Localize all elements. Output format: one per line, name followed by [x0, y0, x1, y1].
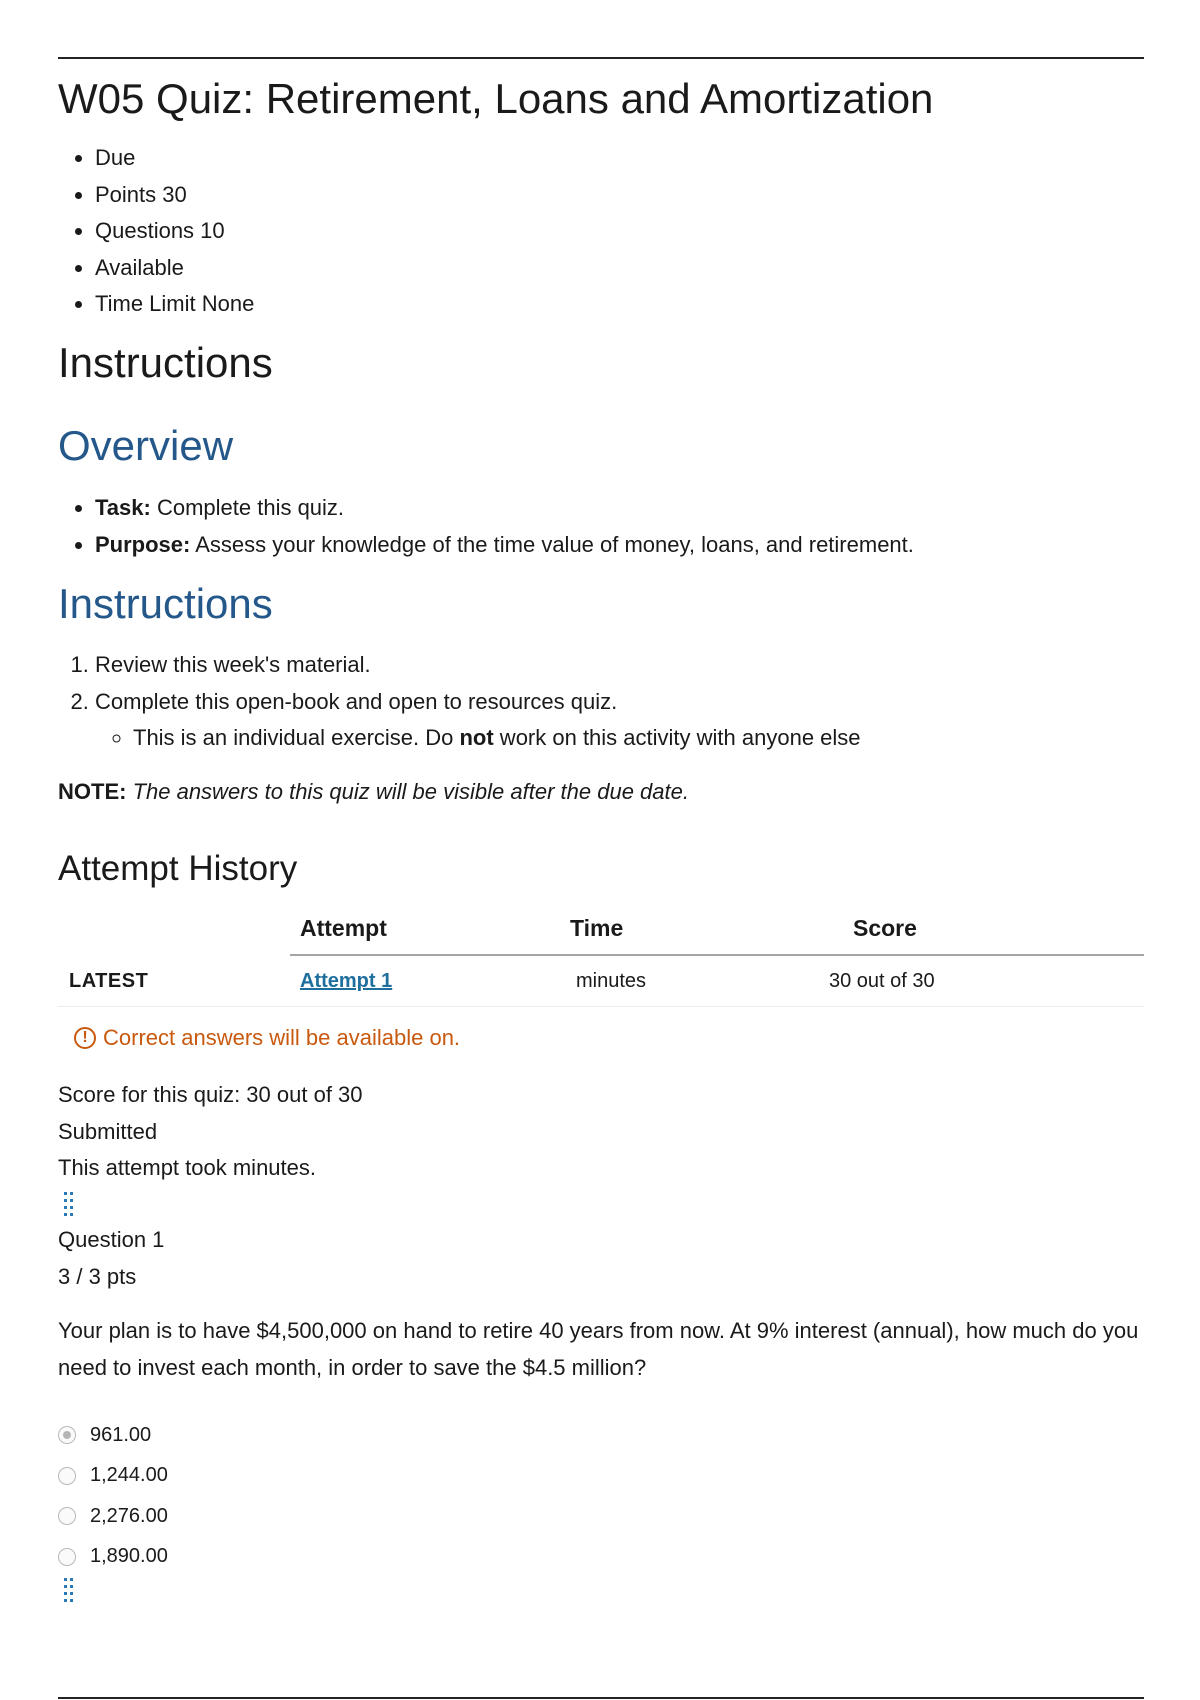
quiz-summary: [58, 1077, 363, 1187]
bottom-divider: [58, 1697, 1144, 1699]
answer-label: 961.00: [90, 1423, 152, 1446]
instruction-steps: [58, 647, 861, 757]
step-2: [95, 684, 861, 757]
column-header-time: Time: [570, 915, 624, 941]
overview-item-purpose: [95, 527, 914, 564]
answer-label: 2,276.00: [90, 1504, 168, 1527]
note: [58, 774, 689, 810]
column-header-score: Score: [853, 915, 917, 941]
step-1: 1. Review this week's material.: [95, 647, 861, 684]
table-row: [58, 956, 1144, 1007]
radio-icon[interactable]: [58, 1467, 76, 1485]
substep-bold: not: [459, 725, 494, 750]
latest-tag: LATEST: [69, 970, 149, 992]
question-text: Your plan is to have $4,500,000 on hand to retire 40 years from now. At 9% interest (annual), how much do you need to invest each month, in order to save the $4.5 million?: [58, 1318, 1139, 1380]
overview-heading: Overview: [58, 422, 234, 469]
meta-due: • Due: [95, 140, 254, 177]
quiz-meta-list: [58, 140, 254, 323]
quiz-score: Score for this quiz: 30 out of 30: [58, 1082, 363, 1107]
purpose-text: Assess your knowledge of the time value of money, loans, and retirement.: [190, 531, 914, 557]
question-header: [58, 1222, 164, 1295]
substep-individual: [133, 720, 861, 757]
answer-option[interactable]: [58, 1415, 168, 1456]
top-divider: [58, 57, 1144, 59]
radio-icon[interactable]: [58, 1548, 76, 1566]
drag-handle-icon[interactable]: [62, 1578, 76, 1604]
task-text: Complete this quiz.: [150, 495, 345, 520]
attempt-history-table: [58, 905, 1144, 1005]
answer-option[interactable]: [58, 1537, 168, 1578]
meta-time-limit: • Time Limit None: [95, 286, 254, 323]
step-2-sublist: [95, 720, 861, 757]
answer-label: 1,244.00: [90, 1464, 168, 1487]
radio-icon[interactable]: [58, 1507, 76, 1525]
task-label: Task:: [95, 495, 151, 520]
overview-item-task: [95, 490, 914, 527]
meta-questions: • Questions 10: [95, 213, 254, 250]
drag-handle-icon[interactable]: [62, 1192, 76, 1218]
warning-icon: !: [74, 1027, 96, 1049]
step-2-text: Complete this open-book and open to resources quiz.: [95, 688, 618, 714]
correct-answers-text: Correct answers will be available on.: [103, 1025, 461, 1050]
note-text: The answers to this quiz will be visible after the due date.: [126, 779, 689, 804]
instructions-heading: Instructions: [58, 339, 273, 386]
attempt-duration: This attempt took minutes.: [58, 1155, 316, 1180]
column-header-attempt: Attempt: [300, 915, 387, 941]
substep-text-after: work on this activity with anyone else: [493, 725, 861, 750]
quiz-title: W05 Quiz: Retirement, Loans and Amortization: [58, 75, 934, 122]
question-points: 3 / 3 pts: [58, 1263, 137, 1289]
instructions-subheading: Instructions: [58, 580, 273, 627]
overview-list: [58, 490, 914, 563]
question-title: Question 1: [58, 1227, 165, 1252]
answer-label: 1,890.00: [90, 1545, 168, 1568]
submission-status: Submitted: [58, 1118, 158, 1144]
attempt-score: 30 out of 30: [829, 970, 935, 992]
correct-answers-notice: [74, 1025, 460, 1051]
attempt-history-heading: Attempt History: [58, 849, 298, 888]
meta-points: • Points 30: [95, 177, 254, 214]
attempt-1-link[interactable]: Attempt 1: [300, 970, 393, 992]
radio-selected-icon[interactable]: [58, 1426, 76, 1444]
substep-text-before: This is an individual exercise. Do: [133, 725, 460, 750]
meta-available: • Available: [95, 250, 254, 287]
note-label: NOTE:: [58, 779, 127, 804]
answer-option[interactable]: [58, 1496, 168, 1537]
purpose-label: Purpose:: [95, 531, 191, 557]
answer-option[interactable]: [58, 1456, 168, 1497]
attempt-time: minutes: [576, 970, 647, 992]
answer-list: [58, 1415, 168, 1577]
